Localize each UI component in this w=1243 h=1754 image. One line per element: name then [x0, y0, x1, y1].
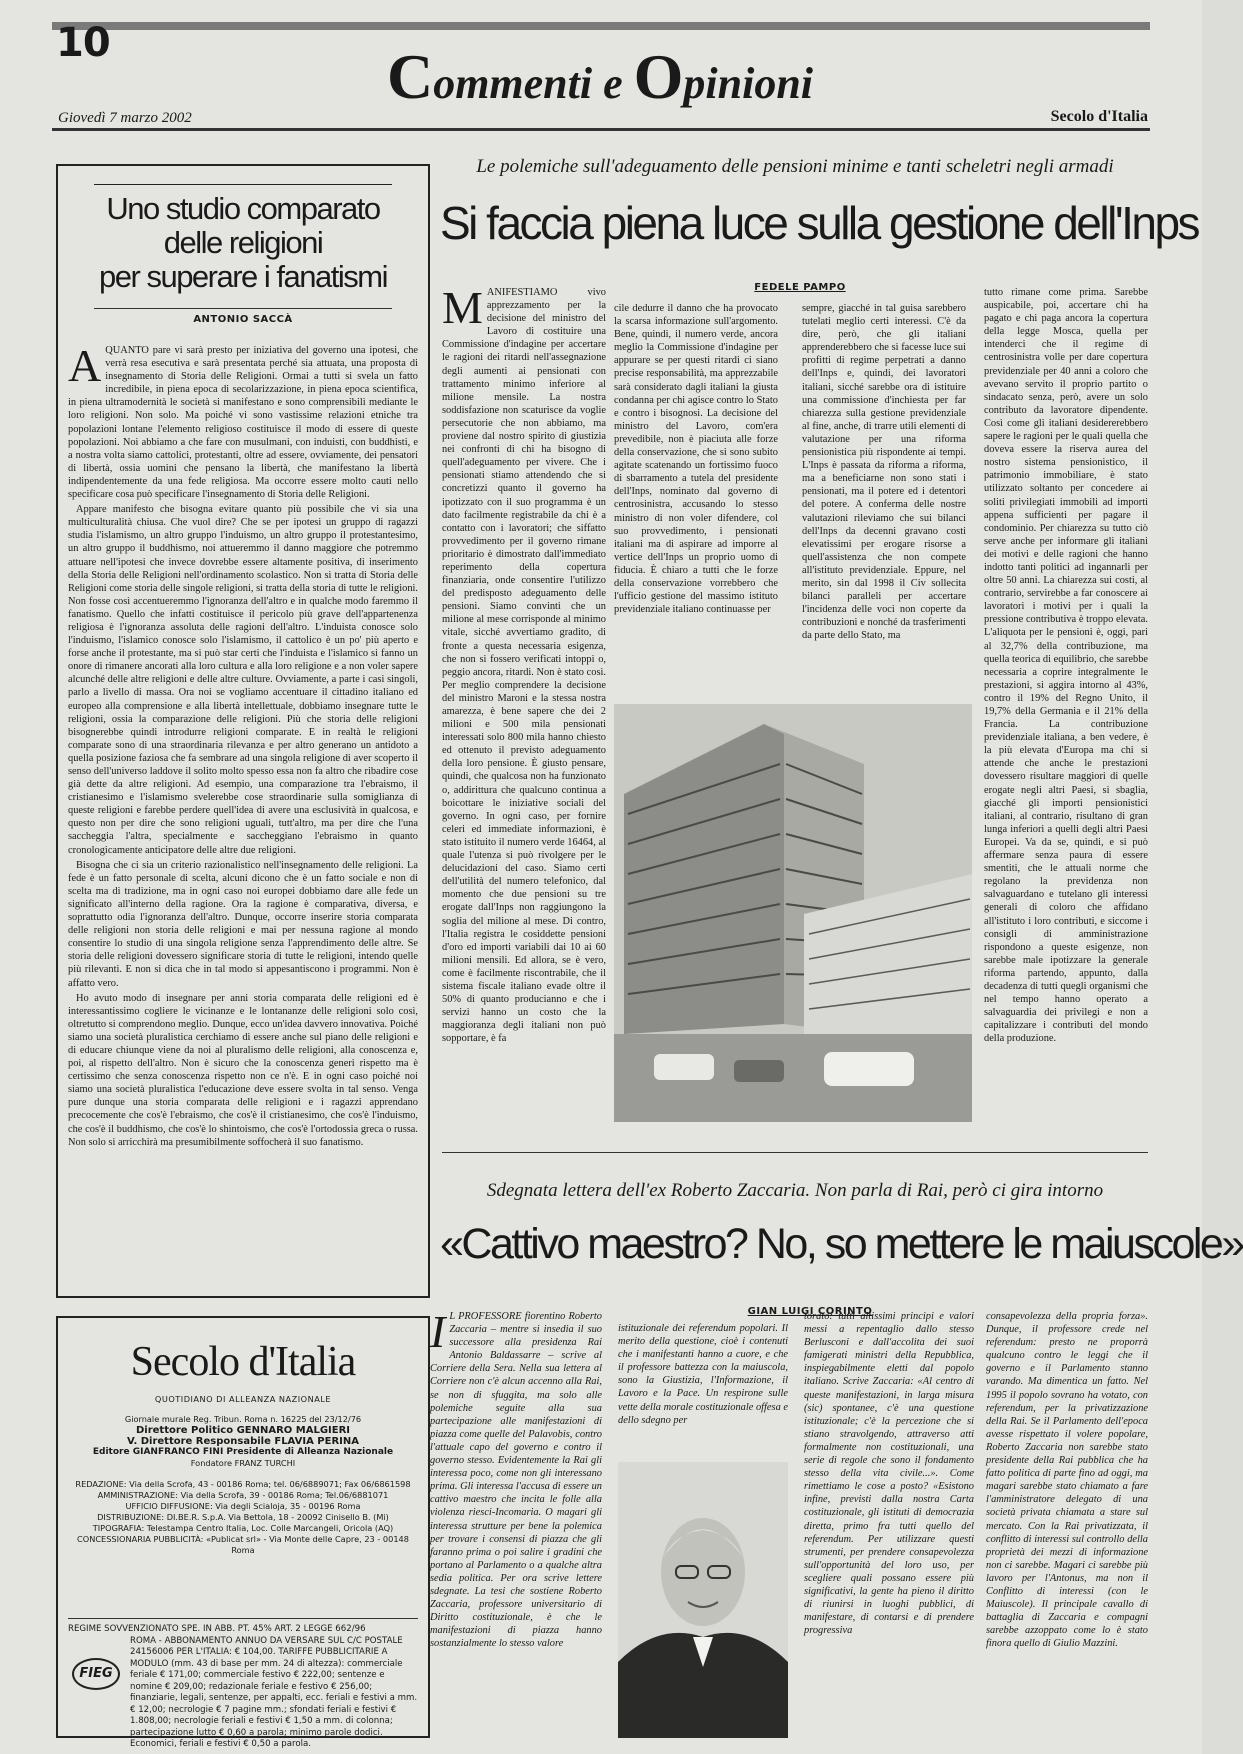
main-col-1-text: ANIFESTIAMO vivo apprezzamento per la decisione del ministro del Lavoro di costituire una Commissione d'indagine per accertare le ragioni dei ritardi nell'assegnazione degli aumenti ai pensionati con trattamento minimo inferiore al milione mensile. La nostra soddisfazione non scaturisce da voglie persecutorie che non abbiamo, ma proviene dal nostro spirito di giustizia nei confronti di chi ha bisogno di quell'adeguamento per vivere. Che i pensionati stiamo attendendo che si concretizzi quanto il governo ha ipotizzato con il suo programma è un dato facilmente registrabile da chi è a contatto con i lavoratori; che siffatto provvedimento per il governo rimane prioritario è dimostrato dall'immediato reperimento della copertura finanziaria, onde consentire l'utilizzo del predisposto adeguamento delle pensioni. Siamo convinti che un milione al mese corrisponde al minimo vitale, sicché avvertiamo gradito, di fronte a questa necessaria esigenza, che non si fossero verificati intoppi o, peggio ancora, ritardi. Non è stato così. Per meglio comprendere la decisione del ministro Maroni e la stessa nostra amarezza, è bene sapere che dei 2 milioni e 500 mila pensionati interessati solo 800 mila hanno chiesto ed ottenuto il previsto adeguamento della loro pensione. È giusto pensare, quindi, che qualcosa non ha funzionato o, addirittura che qualcuno continua a boicottare le iniziative sociali del governo. In ogni caso, per fornire celeri ed immediate informazioni, è stato istituito il numero verde 16464, al quale l'utenza si può rivolgere per le delucidazioni del caso. Siamo certi dell'utilità del numero telefonico, dal momento che due pensioni su tre erogate dall'Inps non raggiungono la soglia del milione al mese. Di contro, l'Italia registra le cosiddette pensioni d'oro ed importi variabili dai 10 ai 60 milioni mensili. Ed allora, se è vero, come è facilmente riscontrabile, che il sistema fiscale italiano evade oltre il 50% di quanto producianno e che i servizi hanno un costo che la maggioranza degli italiani non può sopportare, è fa	[442, 287, 606, 1045]
colophon-lines	[68, 1414, 418, 1556]
section-cap-o: O	[633, 41, 684, 112]
colophon-line: Fondatore FRANZ TURCHI	[190, 1458, 296, 1468]
page-number: 10	[56, 20, 110, 66]
main-col-1	[442, 282, 606, 1045]
main-kicker: Le polemiche sull'adeguamento delle pensioni minime e tanti scheletri negli armadi	[476, 156, 1114, 177]
left-article-box	[56, 164, 430, 1298]
colophon-subtitle: QUOTIDIANO DI ALLEANZA NAZIONALE	[154, 1394, 332, 1404]
left-drop-cap: A	[68, 340, 102, 391]
left-paragraph: Ho avuto modo di insegnare per anni storia comparata delle religioni ed è interessantissimo cogliere le vicinanze e le lontananze delle religioni solo così, oltretutto si comprendono meglio. Dunque, ecco un'idea davvero innovativa. Poiché siamo una società pluralistica cerchiamo di essere anche sul piano delle religioni e di educare chiunque viene da noi al pluralismo delle religioni, alla conoscenza e, poi, al rispetto dell'altro. Non è sicuro che la conoscenza generi rispetto ma è certissimo che senza conoscenza rispetto non ce n'è. E in ogni caso poiché noi siamo una società pluralistica l'educazione deve essere svolta in tal senso. Venga pure dunque una storia comparata delle religioni e i ragazzi apprendano precocemente che cos'è l'ebraismo, che cos'è il cristianesimo, che cos'è l'induismo, che cos'è il buddhismo, che cos'è lo shintoismo, che cos'è l'ortodossia greca o russa. Non solo si arricchirà ma presumibilmente soffocherà il suo fanatismo.	[68, 992, 418, 1148]
left-article-body	[68, 340, 418, 1286]
main-col-4	[984, 286, 1148, 1126]
colophon-line: ROMA - ABBONAMENTO ANNUO DA VERSARE SUL C/C POSTALE 24156006 PER L'ITALIA: € 104,00. TARIFFE PUBBLICITARIE A MODULO (mm. 43 di base per mm. 24 di altezza): commerciale feriale € 171,00; commerciale festivo € 222,00; sentenze e nomine € 209,00; redazionale feriale e festivo € 256,00; finanziarie, legali, sentenze, per appalti, ecc. feriali e festivi a mm. € 12,00; necrologie € 7 pagine mm.; sfondati feriali e festivi € 1.808,00; necrologie feriali e festivi € 1,50 a mm. di colonna; partecipazione lutto € 0,60 a parola; minimo parole dodici. Economici, feriali e festivi € 0,50 a parola.	[130, 1635, 418, 1749]
left-article-author: ANTONIO SACCÀ	[193, 314, 293, 325]
colophon-masthead: Secolo d'Italia	[130, 1339, 356, 1385]
fieg-logo: FIEG	[72, 1658, 120, 1690]
colophon-line: AMMINISTRAZIONE: Via della Scrofa, 39 - 00186 Roma; Tel.06/6881071	[97, 1490, 389, 1500]
colophon-line: Direttore Politico GENNARO MALGIERI	[135, 1425, 351, 1436]
main-col-4-text: tutto rimane come prima. Sarebbe auspicabile, poi, accertare chi ha pagato e chi paga ancora la copertura della legge Mosca, quella per intenderci che il regime di centrosinistra volle per dare copertura previdenziale per 40 anni a coloro che avevano servito il proprio partito o sindacato senza, però, avere un solo contributo da lavoratore dipendente. Così come gli italiani desidererebbero sapere le ragioni per le quali quella che doveva essere la riserva aurea del nostro sistema pensionistico, il patrimonio immobiliare, è stato utilizzato soltanto per concedere ai soliti privilegiati immobili ad importi appena sufficienti per pagare il condominio. Per chiarezza su tutto ciò serve anche per informare gli italiani dei motivi e delle ragioni che hanno indotto tanti politici ad ingannarli per oltre 50 anni. La chiarezza sui costi, al contrario, servirebbe a far conoscere ai lavoratori i motivi per i quali la pressione contributiva è troppo elevata. L'aliquota per le pensioni è, oggi, pari al 32,7% della contribuzione, ma quella teorica di equilibrio, che sarebbe necessaria a coprire integralmente le prestazioni, si aggira intorno al 43%, contro il 19% del Regno Unito, il 19,7% della Germania e il 21% della Francia. La contribuzione previdenziale italiana, a ben vedere, è la più elevata d'Europa ma chi si attende che anche le prestazioni dovessero risultare maggiori di quelle erogate negli altri Paesi, si sbaglia, giacché gli importi pensionistici italiani, al contrario, risultano di gran lunga inferiori a quelli degli altri Paesi Europei. Va da se, quindi, e si può affermare senza paura di essere smentiti, che le attuali norme che regolano la previdenza non salvaguardano e tutelano gli interessi generali di coloro che affidano all'istituto i loro contributi, e siccome i consigli di amministrazione rispondono a queste esigenze, non sarebbe male ipotizzare la generale riforma partendo, appunto, dalla decadenza di tutti quegli organismi che nel tempo hanno operato a salvaguardia dei privilegi e non a capitalizzare i contributi del mondo della produzione.	[984, 287, 1148, 1045]
colophon-line: CONCESSIONARIA PUBBLICITÀ: «Publicat srl» - Via Monte delle Capre, 23 - 00148 Roma	[77, 1534, 409, 1555]
second-author: GIAN LUIGI CORINTO	[747, 1306, 873, 1317]
main-author: FEDELE PAMPO	[754, 282, 846, 293]
colophon-line: TIPOGRAFIA: Telestampa Centro Italia, Loc. Colle Marcangeli, Oricola (AQ)	[92, 1523, 394, 1533]
colophon-line: Giornale murale Reg. Tribun. Roma n. 16225 del 23/12/76	[124, 1414, 362, 1424]
top-rule	[52, 22, 1150, 30]
colophon-line: REDAZIONE: Via della Scrofa, 43 - 00186 Roma; tel. 06/6889071; Fax 06/6861598	[75, 1479, 411, 1489]
left-head-rule	[94, 184, 392, 187]
colophon-line: DISTRIBUZIONE: DI.BE.R. S.p.A. Via Bettola, 18 - 20092 Cinisello B. (Mi)	[97, 1512, 389, 1522]
left-paragraph: Appare manifesto che bisogna evitare quanto più possibile che vi sia una multiculturalità chiusa. Che vuol dire? Che se per ipotesi un gruppo di ragazzi studia l'islamismo, un altro gruppo l'induismo, un altro gruppo il protestantesimo, un altro gruppo il buddhismo, noi attueremmo il danno maggiore che potremmo attuare nell'ipotesi che invece dovrebbe essere altamente positiva, di inserimento della Storia delle Religioni nell'ordinamento scolastico. Non si tratta di Storia delle Religioni come storia delle singole religioni, si tratta della storia di tutte le religioni. Non fosse così accentueremmo l'ignoranza dell'altro e in qualche modo faremmo il fanatismo. Quello che infatti costituisce il pericolo più grave dell'appartenenza religiosa è l'ignoranza assoluta delle ragioni dell'altro. L'induista conosce solo l'induismo, l'islamico conosce solo l'islamismo, il cattolico è un po' più aperto e forse anche il protestante, ma si può star certi che l'induista e l'islamico si fanno un onore di rimanere ancorati alla loro cultura e alla loro religione e a non voler sapere alcunché delle altre religioni e delle altre culture. Ovviamente, a parte i casi singoli, parlo a livello di massa. Ora noi se vogliamo accentuare il cittadino italiano ed europeo alla comprensione e alla libertà intellettuale, dobbiamo insegnare tutte le religioni, ossia la comparazione delle religioni. Più che storia delle religioni bisognerebbe quindi introdurre religioni comparate. E in realtà le religioni comparate sono di una straordinaria rilevanza e per altro generano un antidoto a quella posizione faziosa che fa sembrare ad una singola religione di aver scoperto il senso dell'universo laddove il solito molto spesso essa non fa altro che ribadire cose già dette da altre religioni. Ad esempio, una comparazione tra l'ebraismo, il cristianesimo e l'islamismo svelerebbe cose straordinarie sulla somiglianza di queste religioni e farebbe perdere quell'idea di avere una esclusività in qualcosa, e questo non per dire che sono religioni uguali, tutt'altro, ma per dire che l'una saccheggia l'altra, specialmente e saccheggiano l'ebraismo in quanto cronologicamente anticipatore delle altre due religioni.	[68, 504, 418, 856]
second-col-1	[430, 1306, 602, 1738]
left-paragraph: QUANTO pare vi sarà presto per iniziativa del governo una ipotesi, che verrà resa esecutiva e sarà presentata perché sia attuata, una proposta di insegnamento di Storia delle Religioni. Ormai a tutti si svela un fatto incredibile, in piena epoca di secolarizzazione, in piena epoca scientifica, in piena ultramodernità le società si manifestano e sono comprensibili mediante le loro religioni. Non solo. Ma poiché vi sono vastissime relazioni etniche tra popolazioni lontane l'elemento religioso costituisce il modo di essere di queste popolazioni. Noi abbiamo a che fare con musulmani, con induisti, con buddhisti, e a nostra volta siamo cattolici, protestanti, oltre ad essere, ovviamente, dei pensatori di libertà, ossia uomini che pensano la libertà, che manifestano la libertà indipendentemente da una fede religiosa. Ma occorre essere molto cauti nello specificare cosa può specificare l'insegnamento di Storia delle Religioni.	[68, 345, 418, 501]
second-col-3-text: torato: tutti altissimi principi e valori messi a repentaglio dallo stesso Berlusconi e dall'accolita dei suoi famigerati ministri della Repubblica, inspiegabilmente eletti dal popolo italiano. Scrive Zaccaria: «Al centro di queste manifestazioni, in larga misura (sic) spontanee, c'è una questione istituzionale; c'è la percezione che si stiano stravolgendo, attraverso atti formalmente non costituzionali, una serie di regole che sono il fondamento stesso della vita civile...». Come rimettiamo le cose a posto? «Esistono infine, previsti dalla nostra Carta costituzionale, gli istituti di democrazia diretta, primo fra tutti quello del referendum. Per utilizzare questi strumenti, per prendere consapevolezza sull'opportunità del loro uso, per scegliere quali possano essere più significativi, la gente ha pieno il diritto di riunirsi in luoghi pubblici, di manifestare, di contarsi e di prendere progressiva	[804, 1311, 974, 1637]
dateline: Giovedì 7 marzo 2002	[58, 110, 192, 126]
colophon-line: UFFICIO DIFFUSIONE: Via degli Scialoja, 35 - 00196 Roma	[125, 1501, 361, 1511]
second-kicker: Sdegnata lettera dell'ex Roberto Zaccaria. Non parla di Rai, però ci gira intorno	[486, 1180, 1104, 1201]
left-title-line-2: delle religioni	[163, 225, 323, 260]
left-article-title	[68, 192, 418, 294]
second-col-4-text: consapevolezza della propria forza». Dunque, il professore crede nel referendum: presto ne proporrà qualcuno contro le leggi che il governo e il Parlamento stanno varando. Ma dimentica un fatto. Nel 1995 il popolo sovrano ha votato, con referendum, per la privatizzazione della Rai. Se il Parlamento dell'epoca avesse rispettato il volere popolare, Roberto Zaccaria non sarebbe stato presidente della Rai pubblica che ha fatto politica di parte fino ad oggi, ma magari sarebbe stato chiamato a fare l'amministratore delegato di una società privata chiamata a stare sul mercato. Con la Rai privatizzata, il conflitto di interessi sul controllo della proprietà dei mezzi di informazione non ci sarebbe. Magari ci sarebbe più lavoro per l'Antonus, ma non il Conflitto di interessi (con le Maiuscole). Il principale cavallo di battaglia di Zaccaria e compagni sarebbe azzoppato come lo è stato finora quello di Giulio Mazzini.	[986, 1311, 1148, 1650]
second-col-2	[618, 1322, 788, 1456]
second-col-2-text: istituzionale dei referendum popolari. Il merito della questione, cioè i contenuti che i manifestanti hanno a cuore, e che il professore battezza con la maiuscola, sono la Giustizia, l'Informazione, il Lavoro e la Pace. Un respirone sulle vette della morale costituzionale offesa e dello sdegno per	[618, 1323, 788, 1426]
building-illustration	[614, 704, 972, 1122]
second-col-4	[986, 1310, 1148, 1738]
section-word-1: ommenti e	[433, 59, 634, 108]
second-col-1-text: L PROFESSORE fiorentino Roberto Zaccaria – mentre si insedia il suo successore alla presidenza Rai Antonio Baldassarre – scrive al Corriere della Sera. Nella sua lettera al Corriere non c'è alcun accenno alla Rai, se non di sfuggita, ma solo alle polemiche seguite alla sua partecipazione alle manifestazioni di piazza come quelle del Palavobis, contro l'attuale capo del governo e contro il governo stesso. Evidentemente la Rai gli interessa poco, come non gli interessano prima. Gli interessa l'accusa di essere un cattivo maestro che incita le folle alla violenza riesci-Incomaria. O magari gli interessa strutture per bene la polemica per trovare i consensi di piazza che gli faranno prima o poi salire i gradini che portano al Parlamento o a qualche altra sedia politica. Per ora scrive lettere sdegnate. La tesi che sostiene Roberto Zaccaria, professore universitario di Diritto costituzionale, è che le manifestazioni di piazza hanno sostanzialmente lo stesso valore	[430, 1311, 602, 1650]
portrait-illustration	[618, 1462, 788, 1738]
main-col-2	[614, 302, 778, 698]
left-title-line-1: Uno studio comparato	[106, 191, 380, 226]
header-rule	[52, 128, 1150, 131]
colophon-box	[56, 1316, 430, 1749]
zaccaria-portrait-photo	[618, 1462, 788, 1738]
left-paragraph: Bisogna che ci sia un criterio razionalistico nell'insegnamento delle religioni. La fede è un fatto personale di scelta, alcuni dicono che è un fatto sociale e non di scelta ma di tradizione, ma in ogni caso noi europei dobbiamo dare alle fede un significato all'interno della ragione. Ora la ragione è comparativa, diversa, e soprattutto odia l'ignoranza dell'altro. Dunque, occorre inserire storia comparata delle religioni non storia delle religioni e mai per nessuna ragione al mondo consentire lo studio di una singola religione senza l'apprendimento delle altre. Se storia delle religioni dovessero significare storia di tutte le religioni, intendo quelle più rilevanti. E non si dica che in tal modo si appesantiscono i programmi. Non è affatto vero.	[68, 859, 418, 989]
inps-building-photo	[614, 704, 972, 1122]
main-col-3	[802, 302, 966, 698]
header-newspaper-name: Secolo d'Italia	[1050, 108, 1148, 125]
section-divider	[442, 1152, 1148, 1153]
section-cap-c: C	[386, 41, 434, 112]
second-drop-cap: I	[430, 1306, 446, 1357]
colophon-rates	[68, 1624, 418, 1751]
colophon-line: V. Direttore Responsabile FLAVIA PERINA	[127, 1436, 359, 1447]
colophon-line: REGIME SOVVENZIONATO SPE. IN ABB. PT. 45% ART. 2 LEGGE 662/96	[68, 1624, 366, 1634]
main-headline: Si faccia piena luce sulla gestione dell'Inps	[440, 197, 1199, 249]
second-col-3	[804, 1310, 974, 1738]
section-word-2: pinioni	[683, 59, 814, 108]
colophon-rule	[68, 1618, 418, 1619]
section-title	[380, 40, 820, 114]
main-col-2-text: cile dedurre il danno che ha provocato la scarsa informazione sull'argomento. Bene, quindi, il numero verde, ancora meglio la Commissione d'indagine per appurare se per questi ritardi ci siano precise responsabilità, ma apprezzabile sarà considerato dagli italiani la giusta condanna per chi agisce contro lo Stato e contro i bisognosi. La decisione del ministro del Lavoro, com'era prevedibile, non è piaciuta alle forze della conservazione, che si sono subito agitate scatenando un fortissimo fuoco di sbarramento a tutela del presidente dell'Inps, nominato dal governo di centrosinistra, accusando lo stesso ministro di non voler difendere, col suo provvedimento, i pensionati italiani ma di aspirare ad imporre al vertice dell'Inps un proprio uomo di fiducia. È chiaro a tutti che le forze della conservazione vorrebbero che l'ufficio gestione del massimo istituto previdenziale italiano continuasse per	[614, 303, 778, 616]
main-drop-cap: M	[442, 282, 483, 333]
main-col-3-text: sempre, giacché in tal guisa sarebbero tutelati meglio certi interessi. C'è da dire, però, che gli italiani apprenderebbero che si facesse luce sui profitti di regime perpetrati a danno dell'Inps e, quindi, dei lavoratori italiani, sicché sarebbe ora di istituire una commissione d'inchiesta per far chiarezza sulla gestione previdenziale al fine, anche, di trarre utili elementi di valutazione per una riforma pensionistica più rispondente ai tempi. L'Inps è passata da riforma a riforma, ma a beneficiarne non sono stati i pensionati, ma il potere ed i detentori del potere. A conferma delle nostre valutazioni rileviamo che sui bilanci dell'Inps da decenni gravano costi elevatissimi per erogare risorse a quell'assistenza che non compete all'istituto previdenziale. Eppure, nel merito, sin dal 1998 il Civ sollecita bilanci paralleli per accertare l'incidenza delle voci non coperte da contribuzioni e nonché da trasferimenti da parte dello Stato, ma	[802, 303, 966, 642]
colophon-line: Editore GIANFRANCO FINI Presidente di Alleanza Nazionale	[92, 1447, 394, 1457]
left-title-line-3: per superare i fanatismi	[99, 259, 387, 294]
left-byline-rule	[94, 308, 392, 309]
second-headline: «Cattivo maestro? No, so mettere le maiuscole»	[440, 1220, 1243, 1268]
